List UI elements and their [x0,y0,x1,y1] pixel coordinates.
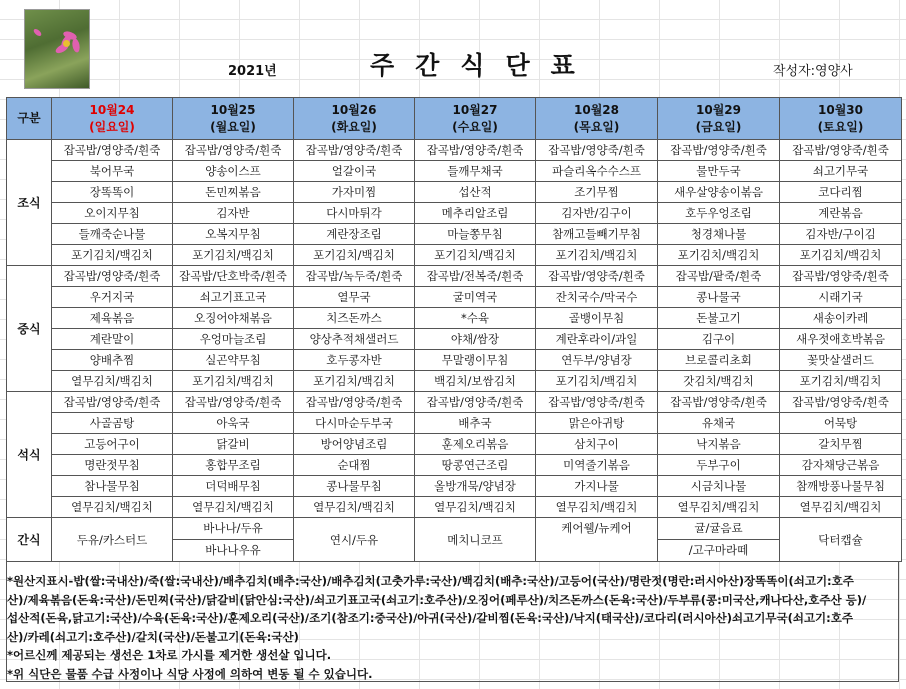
menu-item-cell: 잡곡밥/영양죽/흰죽 [658,392,780,413]
menu-item-cell: 훈제오리볶음 [415,434,536,455]
menu-item-cell: 파슬리옥수수스프 [536,161,658,182]
menu-item-cell: 돈불고기 [658,308,780,329]
menu-item-cell: 오복지무침 [173,224,294,245]
menu-row [7,476,902,497]
menu-item-cell: 포기김치/백김치 [173,371,294,392]
menu-item-cell: 갓김치/백김치 [658,371,780,392]
menu-item-cell: 열무김치/백김치 [536,497,658,518]
menu-item-cell: 호두콩자반 [294,350,415,371]
menu-row [7,287,902,308]
menu-item-cell: 쇠고기표고국 [173,287,294,308]
menu-item-cell: 잡곡밥/영양죽/흰죽 [173,140,294,161]
menu-item-cell: 김구이 [658,329,780,350]
fish-note: *어르신께 제공되는 생선은 1차로 가시를 제거한 생선살 입니다. [7,648,332,662]
date-label: 10월28 [574,102,619,117]
menu-item-cell: 닭갈비 [173,434,294,455]
menu-item-cell: 물만두국 [658,161,780,182]
menu-item-cell: 계란장조림 [294,224,415,245]
origin-note-line: 산)/제육볶음(돈육:국산)/돈민찌(국산)/닭갈비(닭안심:국산)/쇠고기표고국(쇠고기:호주산)/오징어(페루산)/치즈돈까스(돈육:국산)/두부류(콩:미국산,캐나다산,호주산 등)/ [7,592,867,607]
snack-cell [658,518,780,562]
menu-item-cell: 코다리찜 [780,182,902,203]
menu-item-cell: 맑은아귀탕 [536,413,658,434]
menu-item-cell: *수육 [415,308,536,329]
menu-item-cell: 잡곡밥/영양죽/흰죽 [780,392,902,413]
menu-item-cell: 아욱국 [173,413,294,434]
snack-item: 케어웰/뉴케어 [561,521,632,535]
menu-item-cell: 돈민찌볶음 [173,182,294,203]
notes-section [6,561,899,682]
breakfast-section [7,140,902,266]
menu-item-cell: 사골곰탕 [52,413,173,434]
snack-cell [780,518,902,562]
menu-item-cell: 양송이스프 [173,161,294,182]
menu-item-cell: 포기김치/백김치 [536,371,658,392]
year-label: 2021년 [228,64,277,79]
menu-item-cell: 방어양념조림 [294,434,415,455]
menu-item-cell: 청경채나물 [658,224,780,245]
menu-row [7,434,902,455]
menu-item-cell: 오징어야채볶음 [173,308,294,329]
date-label: 10월26 [331,102,377,117]
menu-row [7,266,902,287]
menu-item-cell: 두부구이 [658,455,780,476]
meal-category-label: 석식 [7,392,52,518]
menu-row [7,224,902,245]
menu-item-cell: 오이지무침 [52,203,173,224]
menu-item-cell: 북어무국 [52,161,173,182]
menu-item-cell: 배추국 [415,413,536,434]
menu-item-cell: 새우젓애호박볶음 [780,329,902,350]
menu-item-cell: 다시마순두부국 [294,413,415,434]
menu-item-cell: 연두부/양념장 [536,350,658,371]
menu-item-cell: 삼치구이 [536,434,658,455]
menu-item-cell: 잡곡밥/영양죽/흰죽 [52,140,173,161]
menu-item-cell: 잡곡밥/녹두죽/흰죽 [294,266,415,287]
origin-note-line: 산)/카레(쇠고기:호주산)/갈치(국산)/돈불고기(돈육:국산) [7,629,299,644]
menu-row [7,497,902,518]
weekday-label: (일요일) [89,119,135,134]
menu-item-cell: 계란말이 [52,329,173,350]
weekday-label: (목요일) [573,119,620,134]
menu-item-cell: 마늘쫑무침 [415,224,536,245]
menu-row [7,203,902,224]
menu-item-cell: 포기김치/백김치 [294,245,415,266]
menu-item-cell: 어묵탕 [780,413,902,434]
date-label: 10월24 [89,102,135,117]
menu-item-cell: 섭산적 [415,182,536,203]
snack-item: 귤/귤음료 [694,521,743,535]
weekday-label: (금요일) [695,119,742,134]
menu-item-cell: 콩나물국 [658,287,780,308]
menu-item-cell: 무말랭이무침 [415,350,536,371]
menu-item-cell: 잡곡밥/영양죽/흰죽 [294,140,415,161]
meal-category-label: 간식 [7,518,52,562]
menu-item-cell: 참나물무침 [52,476,173,497]
date-label: 10월27 [452,102,498,117]
author-label: 작성자:영양사 [773,64,853,79]
snack-row [7,518,902,562]
menu-item-cell: 다시마튀각 [294,203,415,224]
menu-item-cell: 열무김치/백김치 [780,497,902,518]
menu-item-cell: 포기김치/백김치 [52,245,173,266]
menu-item-cell: 제육볶음 [52,308,173,329]
weekday-label: (월요일) [210,119,256,134]
menu-item-cell: 잡곡밥/영양죽/흰죽 [173,392,294,413]
menu-item-cell: 계란볶음 [780,203,902,224]
menu-item-cell: 올방개묵/양념장 [415,476,536,497]
page-title: 주간식단표 [370,51,596,80]
menu-row [7,245,902,266]
menu-item-cell: 열무김치/백김치 [173,497,294,518]
menu-item-cell: 열무김치/백김치 [415,497,536,518]
menu-item-cell: 낙지볶음 [658,434,780,455]
menu-item-cell: 잡곡밥/영양죽/흰죽 [780,140,902,161]
menu-item-cell: 쇠고기무국 [780,161,902,182]
menu-item-cell: 잡곡밥/영양죽/흰죽 [52,266,173,287]
menu-item-cell: 김자반/구이김 [780,224,902,245]
day-header-fri [658,98,780,140]
snack-item: 닥터캡슐 [818,532,863,547]
origin-note-line: *원산지표시-밥(쌀:국내산)/죽(쌀:국내산)/배추김치(배추:국산)/배추김치(고춧가루:국산)/백김치(배추:국산)/고등어(국산)/명란젓(명란:러시아산)장똑똑이(쇠고기:호주 [7,574,854,588]
menu-item-cell: 가지나물 [536,476,658,497]
menu-item-cell: 우엉마늘조림 [173,329,294,350]
menu-item-cell: 포기김치/백김치 [780,245,902,266]
menu-item-cell: 꽃맛살샐러드 [780,350,902,371]
menu-item-cell: 시래기국 [780,287,902,308]
snack-cell [536,518,658,562]
day-header-sat [780,98,902,140]
menu-item-cell: 유채국 [658,413,780,434]
menu-item-cell: 잡곡밥/영양죽/흰죽 [658,140,780,161]
menu-item-cell: 잔치국수/막국수 [536,287,658,308]
day-header-tue [294,98,415,140]
menu-item-cell: 잡곡밥/단호박죽/흰죽 [173,266,294,287]
menu-item-cell: 포기김치/백김치 [780,371,902,392]
menu-item-cell: 우거지국 [52,287,173,308]
snack-item: 두유/카스터드 [76,532,148,547]
menu-item-cell: 참깨고들빼기무침 [536,224,658,245]
snack-item: 연시/두유 [329,532,379,547]
menu-item-cell: 명란젓무침 [52,455,173,476]
menu-item-cell: 잡곡밥/영양죽/흰죽 [415,140,536,161]
dinner-section [7,392,902,518]
menu-item-cell: 김자반/김구이 [536,203,658,224]
menu-row [7,161,902,182]
menu-item-cell: 조기무찜 [536,182,658,203]
menu-item-cell: 열무국 [294,287,415,308]
menu-item-cell: 포기김치/백김치 [658,245,780,266]
menu-item-cell: 새우살양송이볶음 [658,182,780,203]
snack-item: /고구마라떼 [658,539,779,561]
menu-item-cell: 참깨방풍나물무침 [780,476,902,497]
date-label: 10월29 [696,102,741,117]
menu-item-cell: 김자반 [173,203,294,224]
snack-section [7,518,902,562]
lunch-section [7,266,902,392]
menu-item-cell: 양배추찜 [52,350,173,371]
menu-item-cell: 포기김치/백김치 [294,371,415,392]
menu-row [7,329,902,350]
menu-item-cell: 계란후라이/과일 [536,329,658,350]
meal-category-label: 조식 [7,140,52,266]
menu-item-cell: 포기김치/백김치 [415,245,536,266]
menu-item-cell: 포기김치/백김치 [536,245,658,266]
menu-item-cell: 골뱅이무침 [536,308,658,329]
menu-item-cell: 잡곡밥/팥죽/흰죽 [658,266,780,287]
snack-item: 메치니코프 [447,532,503,547]
menu-row [7,413,902,434]
menu-item-cell: 잡곡밥/영양죽/흰죽 [536,392,658,413]
menu-item-cell: 잡곡밥/전복죽/흰죽 [415,266,536,287]
menu-row [7,182,902,203]
date-label: 10월25 [210,102,256,117]
menu-item-cell: 메추리알조림 [415,203,536,224]
snack-item: 바나나/두유 [203,521,263,535]
menu-row [7,350,902,371]
menu-item-cell: 가자미찜 [294,182,415,203]
menu-item-cell: 갈치무찜 [780,434,902,455]
menu-item-cell: 잡곡밥/영양죽/흰죽 [536,266,658,287]
category-header: 구분 [7,98,52,140]
menu-item-cell: 더덕배무침 [173,476,294,497]
day-header-mon [173,98,294,140]
menu-item-cell: 장똑똑이 [52,182,173,203]
day-header-thu [536,98,658,140]
menu-item-cell: 잡곡밥/영양죽/흰죽 [415,392,536,413]
menu-item-cell: 양상추적채샐러드 [294,329,415,350]
menu-row [7,140,902,161]
menu-item-cell: 들깨죽순나물 [52,224,173,245]
menu-item-cell: 잡곡밥/영양죽/흰죽 [294,392,415,413]
menu-item-cell: 잡곡밥/영양죽/흰죽 [52,392,173,413]
snack-item: 바나나우유 [173,539,293,561]
header-flower-photo [24,9,90,89]
day-header-wed [415,98,536,140]
change-note: *위 식단은 물품 수급 사정이나 식당 사정에 의하여 변동 될 수 있습니다. [7,666,373,681]
weekly-menu-table [6,97,902,562]
menu-item-cell: 감자채당근볶음 [780,455,902,476]
menu-item-cell: 얼갈이국 [294,161,415,182]
menu-item-cell: 잡곡밥/영양죽/흰죽 [536,140,658,161]
menu-item-cell: 굴미역국 [415,287,536,308]
menu-item-cell: 땅콩연근조림 [415,455,536,476]
menu-item-cell: 새송이카레 [780,308,902,329]
header-row [7,98,902,140]
menu-item-cell: 열무김치/백김치 [658,497,780,518]
meal-category-label: 중식 [7,266,52,392]
menu-row [7,392,902,413]
menu-row [7,308,902,329]
snack-cell [294,518,415,562]
snack-cell [52,518,173,562]
menu-item-cell: 고등어구이 [52,434,173,455]
menu-item-cell: 미역줄기볶음 [536,455,658,476]
menu-row [7,455,902,476]
menu-item-cell: 야채/쌈장 [415,329,536,350]
weekday-label: (토요일) [817,119,864,134]
menu-item-cell: 순대찜 [294,455,415,476]
menu-item-cell: 열무김치/백김치 [52,497,173,518]
menu-item-cell: 포기김치/백김치 [173,245,294,266]
menu-item-cell: 치즈돈까스 [294,308,415,329]
menu-item-cell: 백김치/보쌈김치 [415,371,536,392]
snack-cell [415,518,536,562]
weekday-label: (화요일) [331,119,377,134]
menu-item-cell: 들깨무채국 [415,161,536,182]
date-label: 10월30 [818,102,863,117]
menu-item-cell: 홍합무조림 [173,455,294,476]
origin-note-line: 섭산적(돈육,닭고기:국산)/수육(돈육:국산)/훈제오리(국산)/조기(참조기:중국산)/아귀(국산)/갈비찜(돈육:국산)/낙지(태국산)/코다리(러시아산)쇠고기무국(쇠고기:호주 [7,611,853,625]
day-header-sun [52,98,173,140]
weekday-label: (수요일) [452,119,498,134]
menu-item-cell: 열무김치/백김치 [294,497,415,518]
menu-item-cell: 시금치나물 [658,476,780,497]
menu-item-cell: 호두우엉조림 [658,203,780,224]
snack-cell [173,518,294,562]
menu-item-cell: 열무김치/백김치 [52,371,173,392]
menu-item-cell: 실곤약무침 [173,350,294,371]
menu-item-cell: 콩나물무침 [294,476,415,497]
menu-item-cell: 잡곡밥/영양죽/흰죽 [780,266,902,287]
menu-item-cell: 브로콜리초회 [658,350,780,371]
menu-row [7,371,902,392]
